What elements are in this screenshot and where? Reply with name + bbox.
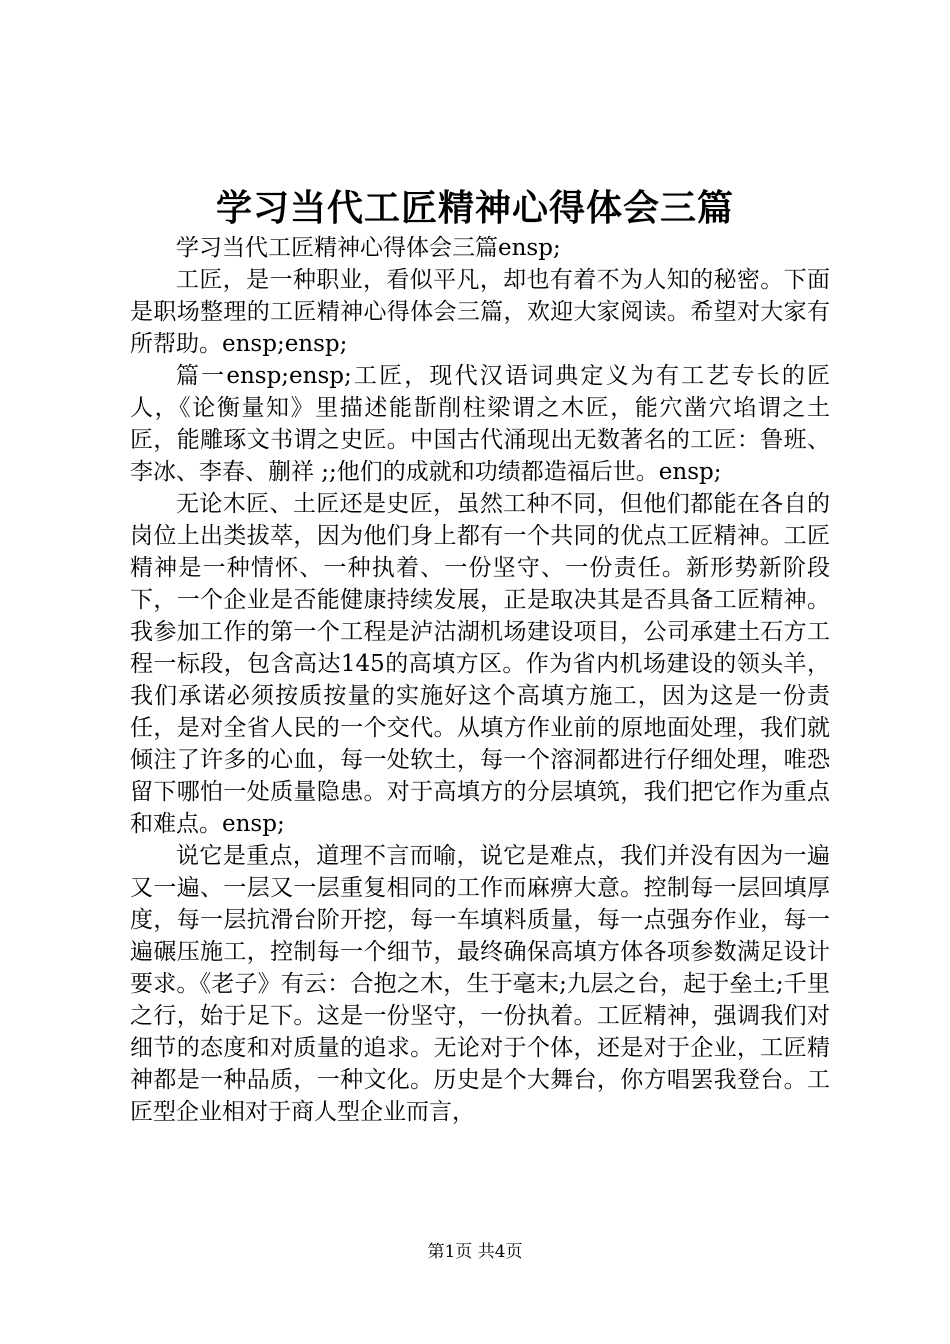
paragraph-key-point: 说它是重点，道理不言而喻，说它是难点，我们并没有因为一遍又一遍、一层又一层重复相同的工作而麻痹大意。控制每一层回填厚度，每一层抗滑台阶开挖，每一车填料质量，每一点强夯作业，每一遍碾压施工，控制每一个细节，最终确保高填方体各项参数满足设计要求。《老子》有云：合抱之木，生于毫末;九层之台，起于垒土;千里之行，始于足下。这是一份坚守，一份执着。工匠精神，强调我们对细节的态度和对质量的追求。无论对于个体，还是对于企业，工匠精神都是一种品质，一种文化。历史是个大舞台，你方唱罢我登台。工匠型企业相对于商人型企业而言， <box>130 843 830 1125</box>
paragraph-part-one: 篇一ensp;ensp;工匠，现代汉语词典定义为有工艺专长的匠人，《论衡量知》里描述能斮削柱梁谓之木匠，能穴凿穴埳谓之土匠，能雕琢文书谓之史匠。中国古代涌现出无数著名的工匠：鲁班、李冰、李春、蒯祥 ;;他们的成就和功绩都造福后世。ensp; <box>130 363 830 485</box>
document-title: 学习当代工匠精神心得体会三篇 <box>215 188 734 229</box>
document-body <box>130 232 830 1128</box>
paragraph-intro: 学习当代工匠精神心得体会三篇ensp; <box>176 235 561 261</box>
page-number-footer: 第1页 共4页 <box>427 1242 523 1262</box>
paragraph-opening: 工匠，是一种职业，看似平凡，却也有着不为人知的秘密。下面是职场整理的工匠精神心得体会三篇，欢迎大家阅读。希望对大家有所帮助。ensp;ensp; <box>130 267 830 357</box>
paragraph-craftsman-spirit: 无论木匠、土匠还是史匠，虽然工种不同，但他们都能在各自的岗位上出类拔萃，因为他们身上都有一个共同的优点工匠精神。工匠精神是一种情怀、一种执着、一份坚守、一份责任。新形势新阶段下，一个企业是否能健康持续发展，正是取决其是否具备工匠精神。我参加工作的第一个工程是泸沽湖机场建设项目，公司承建土石方工程一标段，包含高达145的高填方区。作为省内机场建设的领头羊，我们承诺必须按质按量的实施好这个高填方施工，因为这是一份责任，是对全省人民的一个交代。从填方作业前的原地面处理，我们就倾注了许多的心血，每一处软土，每一个溶洞都进行仔细处理，唯恐留下哪怕一处质量隐患。对于高填方的分层填筑，我们把它作为重点和难点。ensp; <box>130 491 830 837</box>
